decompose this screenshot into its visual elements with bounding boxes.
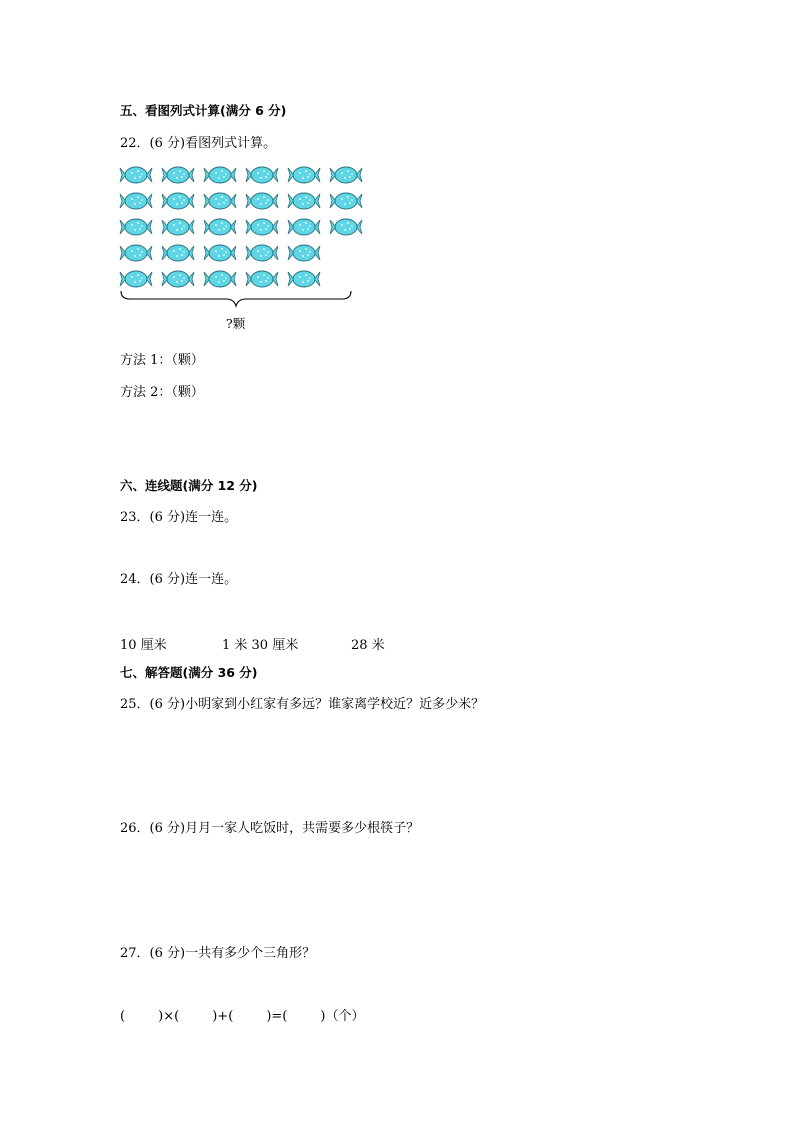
candy-icon (330, 219, 362, 235)
candy-icon (246, 167, 278, 183)
option-10cm: 10 厘米 (120, 638, 167, 653)
candy-icon (120, 245, 152, 261)
question-22-stem: 22．(6 分)看图列式计算。 (120, 136, 277, 151)
candy-icon (246, 245, 278, 261)
candy-icon (162, 245, 194, 261)
total-brace (118, 288, 354, 308)
candy-icon (288, 193, 320, 209)
candy-icon (162, 167, 194, 183)
option-28m: 28 米 (351, 638, 385, 653)
candy-icon (204, 193, 236, 209)
candy-icon (330, 167, 362, 183)
section-5-heading: 五、看图列式计算(满分 6 分) (120, 103, 287, 118)
question-26-stem: 26．(6 分)月月一家人吃饭时，共需要多少根筷子？ (120, 821, 420, 836)
candy-icon (204, 219, 236, 235)
method-2-answer: 方法 2：（颗） (120, 385, 204, 400)
method-1-answer: 方法 1：（颗） (120, 353, 204, 368)
question-25-stem: 25．(6 分)小明家到小红家有多远？谁家离学校近？近多少米？ (120, 697, 485, 712)
candy-icon (162, 271, 194, 287)
candy-icon (288, 271, 320, 287)
candy-icon (204, 245, 236, 261)
question-27-stem: 27．(6 分)一共有多少个三角形？ (120, 946, 316, 961)
candy-icon (288, 167, 320, 183)
candy-icon (246, 219, 278, 235)
brace-label: ?颗 (226, 316, 246, 331)
candy-icon (162, 219, 194, 235)
candy-icon (288, 219, 320, 235)
candy-picture (118, 163, 368, 293)
candy-icon (288, 245, 320, 261)
candy-icon (204, 271, 236, 287)
candy-icon (246, 193, 278, 209)
candy-icon (162, 193, 194, 209)
candy-icon (120, 193, 152, 209)
section-7-heading: 七、解答题(满分 36 分) (120, 665, 258, 680)
candy-icon (120, 167, 152, 183)
question-27-formula: ( )×( )+( )=( )（个） (120, 1009, 365, 1024)
candy-icon (120, 271, 152, 287)
section-6-heading: 六、连线题(满分 12 分) (120, 478, 258, 493)
candy-icon (330, 193, 362, 209)
option-1m30cm: 1 米 30 厘米 (222, 638, 299, 653)
question-23-stem: 23．(6 分)连一连。 (120, 510, 238, 525)
candy-icon (246, 271, 278, 287)
question-24-stem: 24．(6 分)连一连。 (120, 572, 238, 587)
candy-icon (120, 219, 152, 235)
candy-icon (204, 167, 236, 183)
